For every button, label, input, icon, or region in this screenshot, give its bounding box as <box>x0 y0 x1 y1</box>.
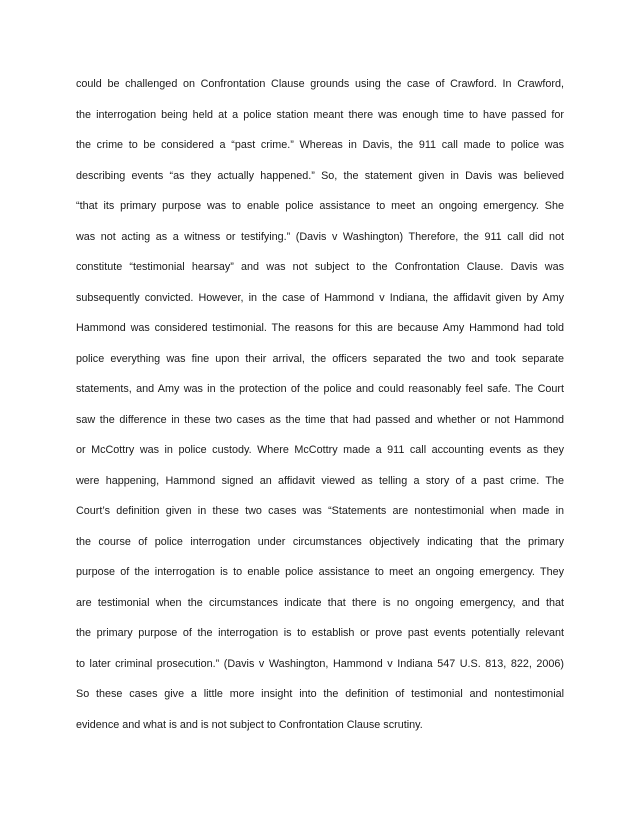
text-line: police everything was fine upon their arrival, the officers separated the two and took separate <box>76 352 564 365</box>
text-line: the interrogation being held at a police station meant there was enough time to have passed for <box>76 108 564 121</box>
text-line: purpose of the interrogation is to enable police assistance to meet an ongoing emergency. They <box>76 566 564 578</box>
text-line: describing events “as they actually happened.” So, the statement given in Davis was believed <box>76 169 564 182</box>
text-line: subsequently convicted. However, in the case of Hammond v Indiana, the affidavit given by Amy <box>76 291 564 304</box>
body-text <box>76 69 564 740</box>
text-line: or McCottry was in police custody. Where McCottry made a 911 call accounting events as they <box>76 444 564 456</box>
text-line: was not acting as a witness or testifying.” (Davis v Washington) Therefore, the 911 call did not <box>76 230 564 243</box>
text-line: So these cases give a little more insight into the definition of testimonial and nontestimonial <box>76 688 564 700</box>
text-line: the primary purpose of the interrogation is to establish or prove past events potentially relevant <box>76 627 564 639</box>
text-line-last: evidence and what is and is not subject to Confrontation Clause scrutiny. <box>76 718 423 731</box>
text-line: saw the difference in these two cases as the time that had passed and whether or not Hammond <box>76 413 564 426</box>
text-line: “that its primary purpose was to enable police assistance to meet an ongoing emergency. She <box>76 200 564 212</box>
text-line: to later criminal prosecution.” (Davis v Washington, Hammond v Indiana 547 U.S. 813, 822, 2006) <box>76 657 564 670</box>
text-line: could be challenged on Confrontation Clause grounds using the case of Crawford. In Crawford, <box>76 78 564 90</box>
text-line: the course of police interrogation under circumstances objectively indicating that the primary <box>76 535 564 548</box>
text-line: constitute “testimonial hearsay” and was not subject to the Confrontation Clause. Davis was <box>76 261 564 273</box>
text-line: Hammond was considered testimonial. The reasons for this are because Amy Hammond had told <box>76 322 564 334</box>
text-line: Court’s definition given in these two cases was “Statements are nontestimonial when made in <box>76 505 564 517</box>
text-line: statements, and Amy was in the protection of the police and could reasonably feel safe. The Court <box>76 383 564 395</box>
text-line: were happening, Hammond signed an affidavit viewed as telling a story of a past crime. The <box>76 474 564 487</box>
text-line: are testimonial when the circumstances indicate that there is no ongoing emergency, and that <box>76 596 564 609</box>
text-line: the crime to be considered a “past crime.” Whereas in Davis, the 911 call made to police was <box>76 139 564 151</box>
